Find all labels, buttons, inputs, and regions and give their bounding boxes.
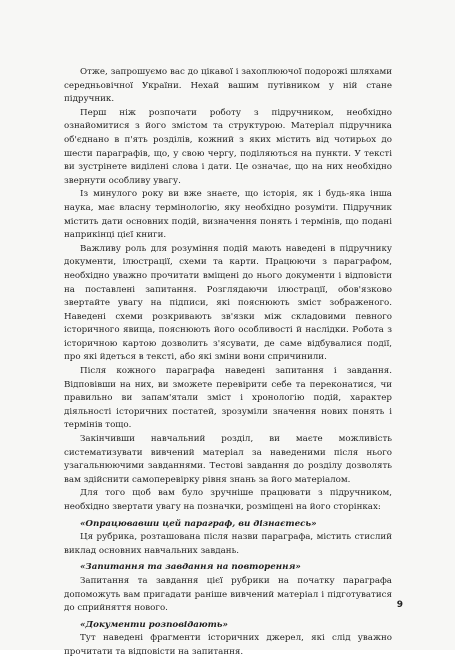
page-text (64, 66, 392, 660)
rubric-heading-documents: «Документи розповідають» (80, 619, 228, 630)
paragraph-structure: Перш ніж розпочати роботу з підручником, необхідно ознайомитися з його змістом та структурою. Матеріал підручника об'єднано в п'ять розділів, кожний з яких містить від чотирьох до шести параграфів, що, у свою чергу, поділяються на пункти. У тексті ви зустрінете виділені слова і дати. Це означає, що на них необхідно звернути особливу увагу. (64, 107, 392, 186)
paragraph-intro: Отже, запрошуємо вас до цікавої і захоплюючої подорожі шляхами середньовічної України. Нехай вашим путівником у ній стане підручник. (64, 67, 392, 105)
rubric-text-documents: Тут наведені фрагменти історичних джерел, які слід уважно прочитати та відповісти на запитання. (64, 633, 392, 657)
rubric-heading-learn: «Опрацювавши цей параграф, ви дізнаєтесь» (80, 518, 317, 529)
rubric-text-review: Запитання та завдання цієї рубрики на початку параграфа допоможуть вам пригадати раніше вивчений матеріал і підготуватися до сприйняття нового. (64, 575, 392, 614)
paragraph-questions: Після кожного параграфа наведені запитання і завдання. Відповівши на них, ви зможете перевірити себе та переконатися, чи правильно ви запам'ятали зміст і хронологію подій, характер діяльності історичних постатей, зрозуміли значення нових понять і термінів тощо. (64, 366, 392, 431)
rubric-heading-review: «Запитання та завдання на повторення» (80, 562, 301, 573)
rubric-text-learn: Ця рубрика, розташована після назви параграфа, містить стислий виклад основних навчальних завдань. (64, 532, 392, 556)
paragraph-terminology: Із минулого року ви вже знаєте, що історія, як і будь-яка інша наука, має власну термінологію, яку необхідно розуміти. Підручник містить дати основних подій, визначення понять і термінів, що подані наприкінці цієї книги. (64, 189, 392, 241)
paragraph-documents: Важливу роль для розуміння подій мають наведені в підручнику документи, ілюстрації, схеми та карти. Працюючи з параграфом, необхідно уважно прочитати вміщені до нього документи і відповісти на поставлені запитання. Розглядаючи ілюстрації, обов'язково звертайте увагу на підписи, які пояснюють зміст зображеного. Наведені схеми розкривають зв'язки між складовими певного історичного явища, пояснюють його особливості й наслідки. Робота з історичною картою дозволить з'ясувати, де саме відбувалися події, про які йдеться в тексті, або які зміни вони спричинили. (64, 243, 392, 363)
page-number: 9 (396, 600, 403, 610)
paragraph-markers: Для того щоб вам було зручніше працювати з підручником, необхідно звертати увагу на позначки, розміщені на його сторінках: (64, 488, 392, 512)
paragraph-section-review: Закінчивши навчальний розділ, ви маєте можливість систематизувати вивчений матеріал за наведеними після нього узагальнюючими завданнями. Тестові завдання до розділу дозволять вам здійснити самоперевірку рівня знань за його матеріалом. (64, 434, 392, 485)
